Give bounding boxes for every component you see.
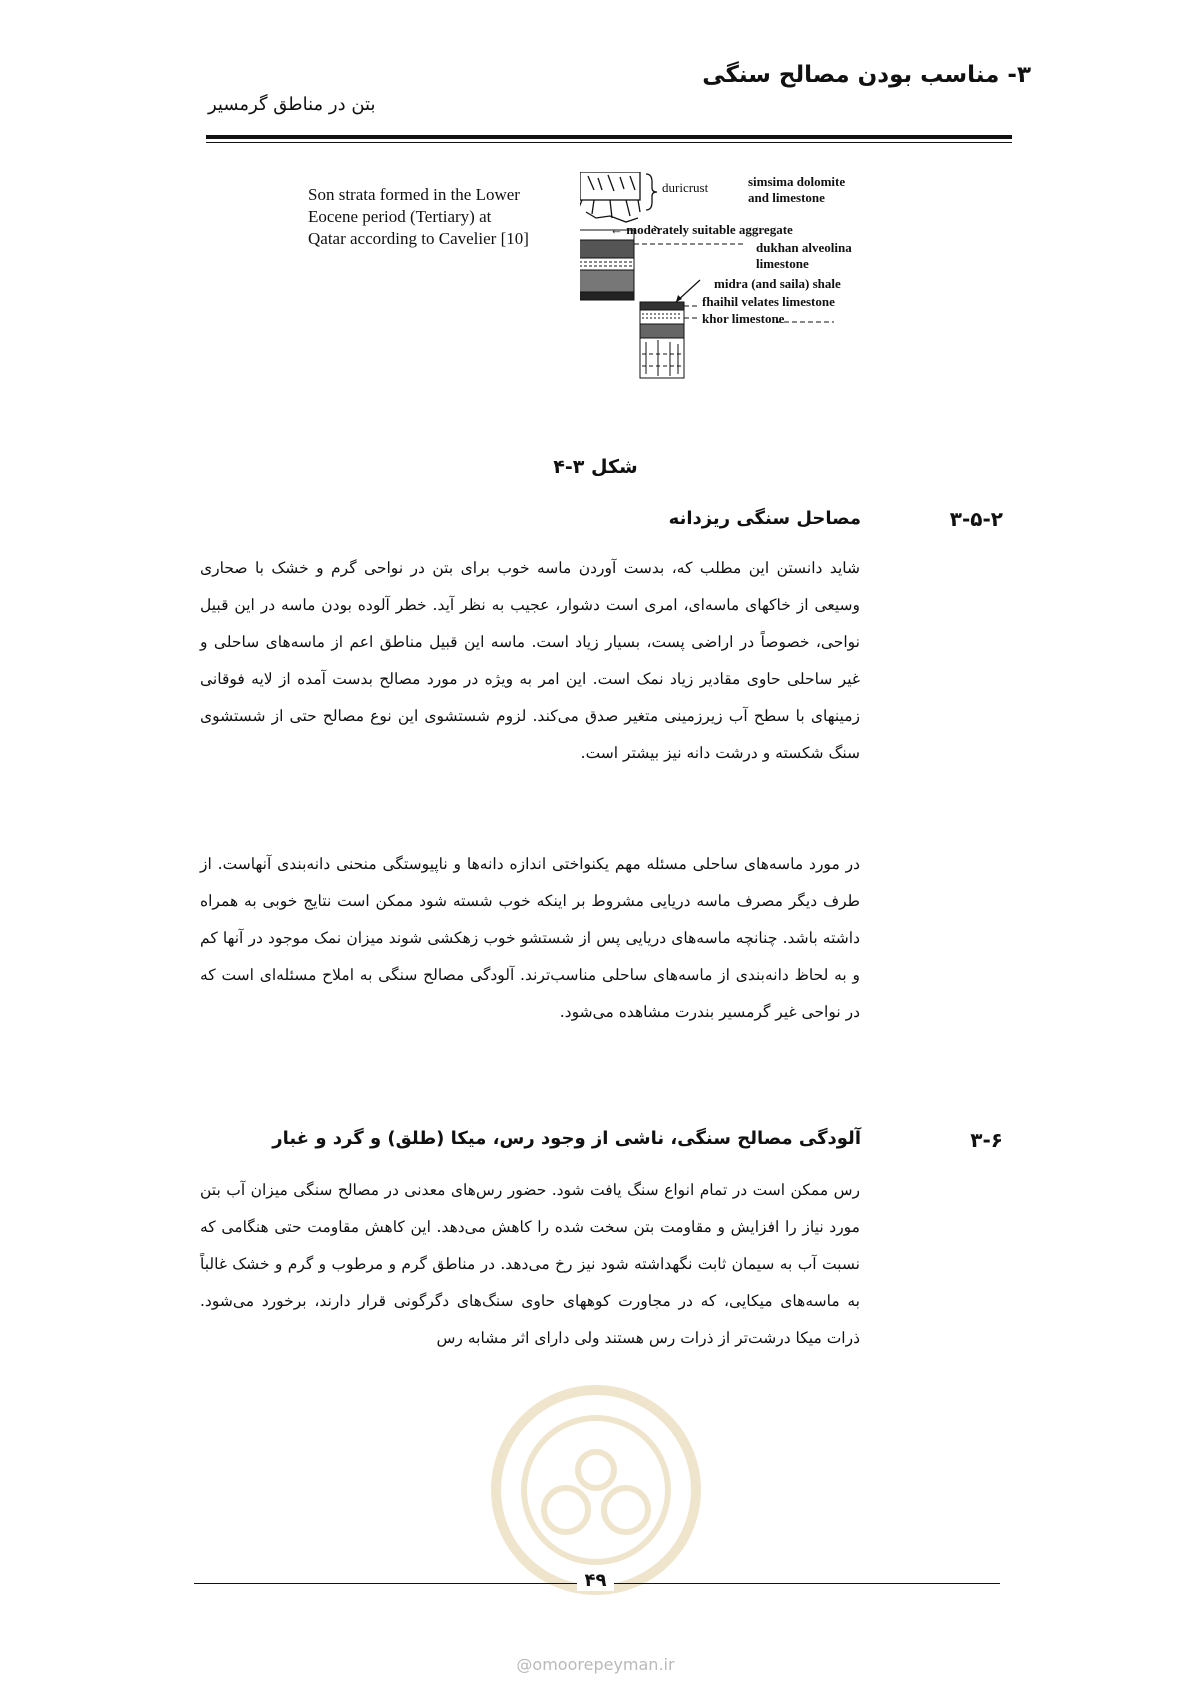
- paragraph: رس ممکن است در تمام انواع سنگ یافت شود. حضور رس‌های معدنی در مصالح سنگی میزان آب بتن مورد نیاز را افزایش و مقاومت بتن سخت شده را کاهش می‌دهد. این کاهش مقاومت حتی هنگامی که نسبت آب به سیمان ثابت نگهداشته شود نیز رخ می‌دهد. در مناطق گرم و مرطوب و گرم و خشک غالباً به ماسه‌های میکایی، که در مجاورت کوههای حاوی سنگ‌های دگرگونی قرار دارند، برخورد می‌شود. ذرات میکا درشت‌تر از ذرات رس هستند ولی دارای اثر مشابه رس: [200, 1181, 860, 1347]
- watermark-seal: [486, 1380, 706, 1600]
- label-dukhan: dukhan alveolina: [756, 240, 852, 255]
- duricrust-layer: [580, 172, 640, 222]
- running-header-book: بتن در مناطق گرمسیر: [208, 94, 376, 115]
- label-moderately-suitable: ← moderately suitable aggregate: [610, 222, 793, 237]
- running-header-chapter: ۳- مناسب بودن مصالح سنگی: [702, 62, 1031, 88]
- caption-line: Eocene period (Tertiary) at: [308, 207, 492, 226]
- header-rule-thick: [206, 135, 1012, 139]
- paragraph: در مورد ماسه‌های ساحلی مسئله مهم یکنواختی اندازه دانه‌ها و ناپیوستگی منحنی دانه‌بندی آنهاست. از طرف دیگر مصرف ماسه دریایی مشروط بر اینکه خوب شسته شود ممکن است نتایج خوبی به همراه داشته باشد. چنانچه ماسه‌های دریایی پس از شستشو خوب زهکشی شوند میزان نمک موجود در آنها کم و به لحاظ دانه‌بندی از ماسه‌های ساحلی مناسب‌ترند. آلودگی مصالح سنگی به املاح مسئله‌ای است که در نواحی غیر گرمسیر بندرت مشاهده می‌شود.: [200, 855, 860, 1021]
- page-number-text: ۴۹: [577, 1570, 615, 1591]
- site-watermark-text: @omoorepeyman.ir: [516, 1655, 675, 1674]
- section-number: ۳-۶: [970, 1128, 1003, 1152]
- strata-column-diagram: [580, 172, 910, 412]
- header-rule-thin: [206, 142, 1012, 143]
- arrow-head: [676, 295, 682, 302]
- section-number: ۳-۵-۲: [949, 507, 1003, 531]
- label-midra: midra (and saila) shale: [714, 276, 841, 291]
- label-and-limestone: and limestone: [748, 190, 825, 205]
- section-title: آلودگی مصالح سنگی، ناشی از وجود رس، میکا (طلق) و گرد و غبار: [272, 1128, 861, 1149]
- lower-strata-layer: [640, 302, 684, 378]
- dukhan-layer: [580, 230, 634, 300]
- page-number: [0, 1570, 1191, 1591]
- figure-number: شکل ۳-۴: [553, 456, 638, 478]
- section-title: مصاحل سنگی ریزدانه: [668, 508, 861, 529]
- label-limestone: limestone: [756, 256, 809, 271]
- label-simsima: simsima dolomite: [748, 174, 846, 189]
- label-khor: khor limestone: [702, 311, 785, 326]
- paragraph: شاید دانستن این مطلب که، بدست آوردن ماسه خوب برای بتن در نواحی گرم و خشک با صحاری وسیعی از خاکهای ماسه‌ای، امری است دشوار، عجیب به نظر آید. خطر آلوده بودن ماسه در این قبیل نواحی، خصوصاً در اراضی پست، بسیار زیاد است. ماسه این قبیل مناطق اعم از ماسه‌های ساحلی و غیر ساحلی حاوی مقادیر زیاد نمک است. این امر به ویژه در مورد مصالح بدست آمده از لایه فوقانی زمینهای با سطح آب زیرزمینی متغیر صدق می‌کند. لزوم شستشوی این نوع مصالح حتی از شستشوی سنگ شکسته و درشت دانه نیز بیشتر است.: [200, 559, 860, 762]
- label-fhaihil: fhaihil velates limestone: [702, 294, 835, 309]
- label-duricrust: duricrust: [662, 180, 709, 195]
- caption-line: Son strata formed in the Lower: [308, 185, 520, 204]
- duricrust-bracket: [646, 174, 657, 210]
- figure-caption-english: [308, 184, 568, 250]
- caption-line: Qatar according to Cavelier [10]: [308, 229, 529, 248]
